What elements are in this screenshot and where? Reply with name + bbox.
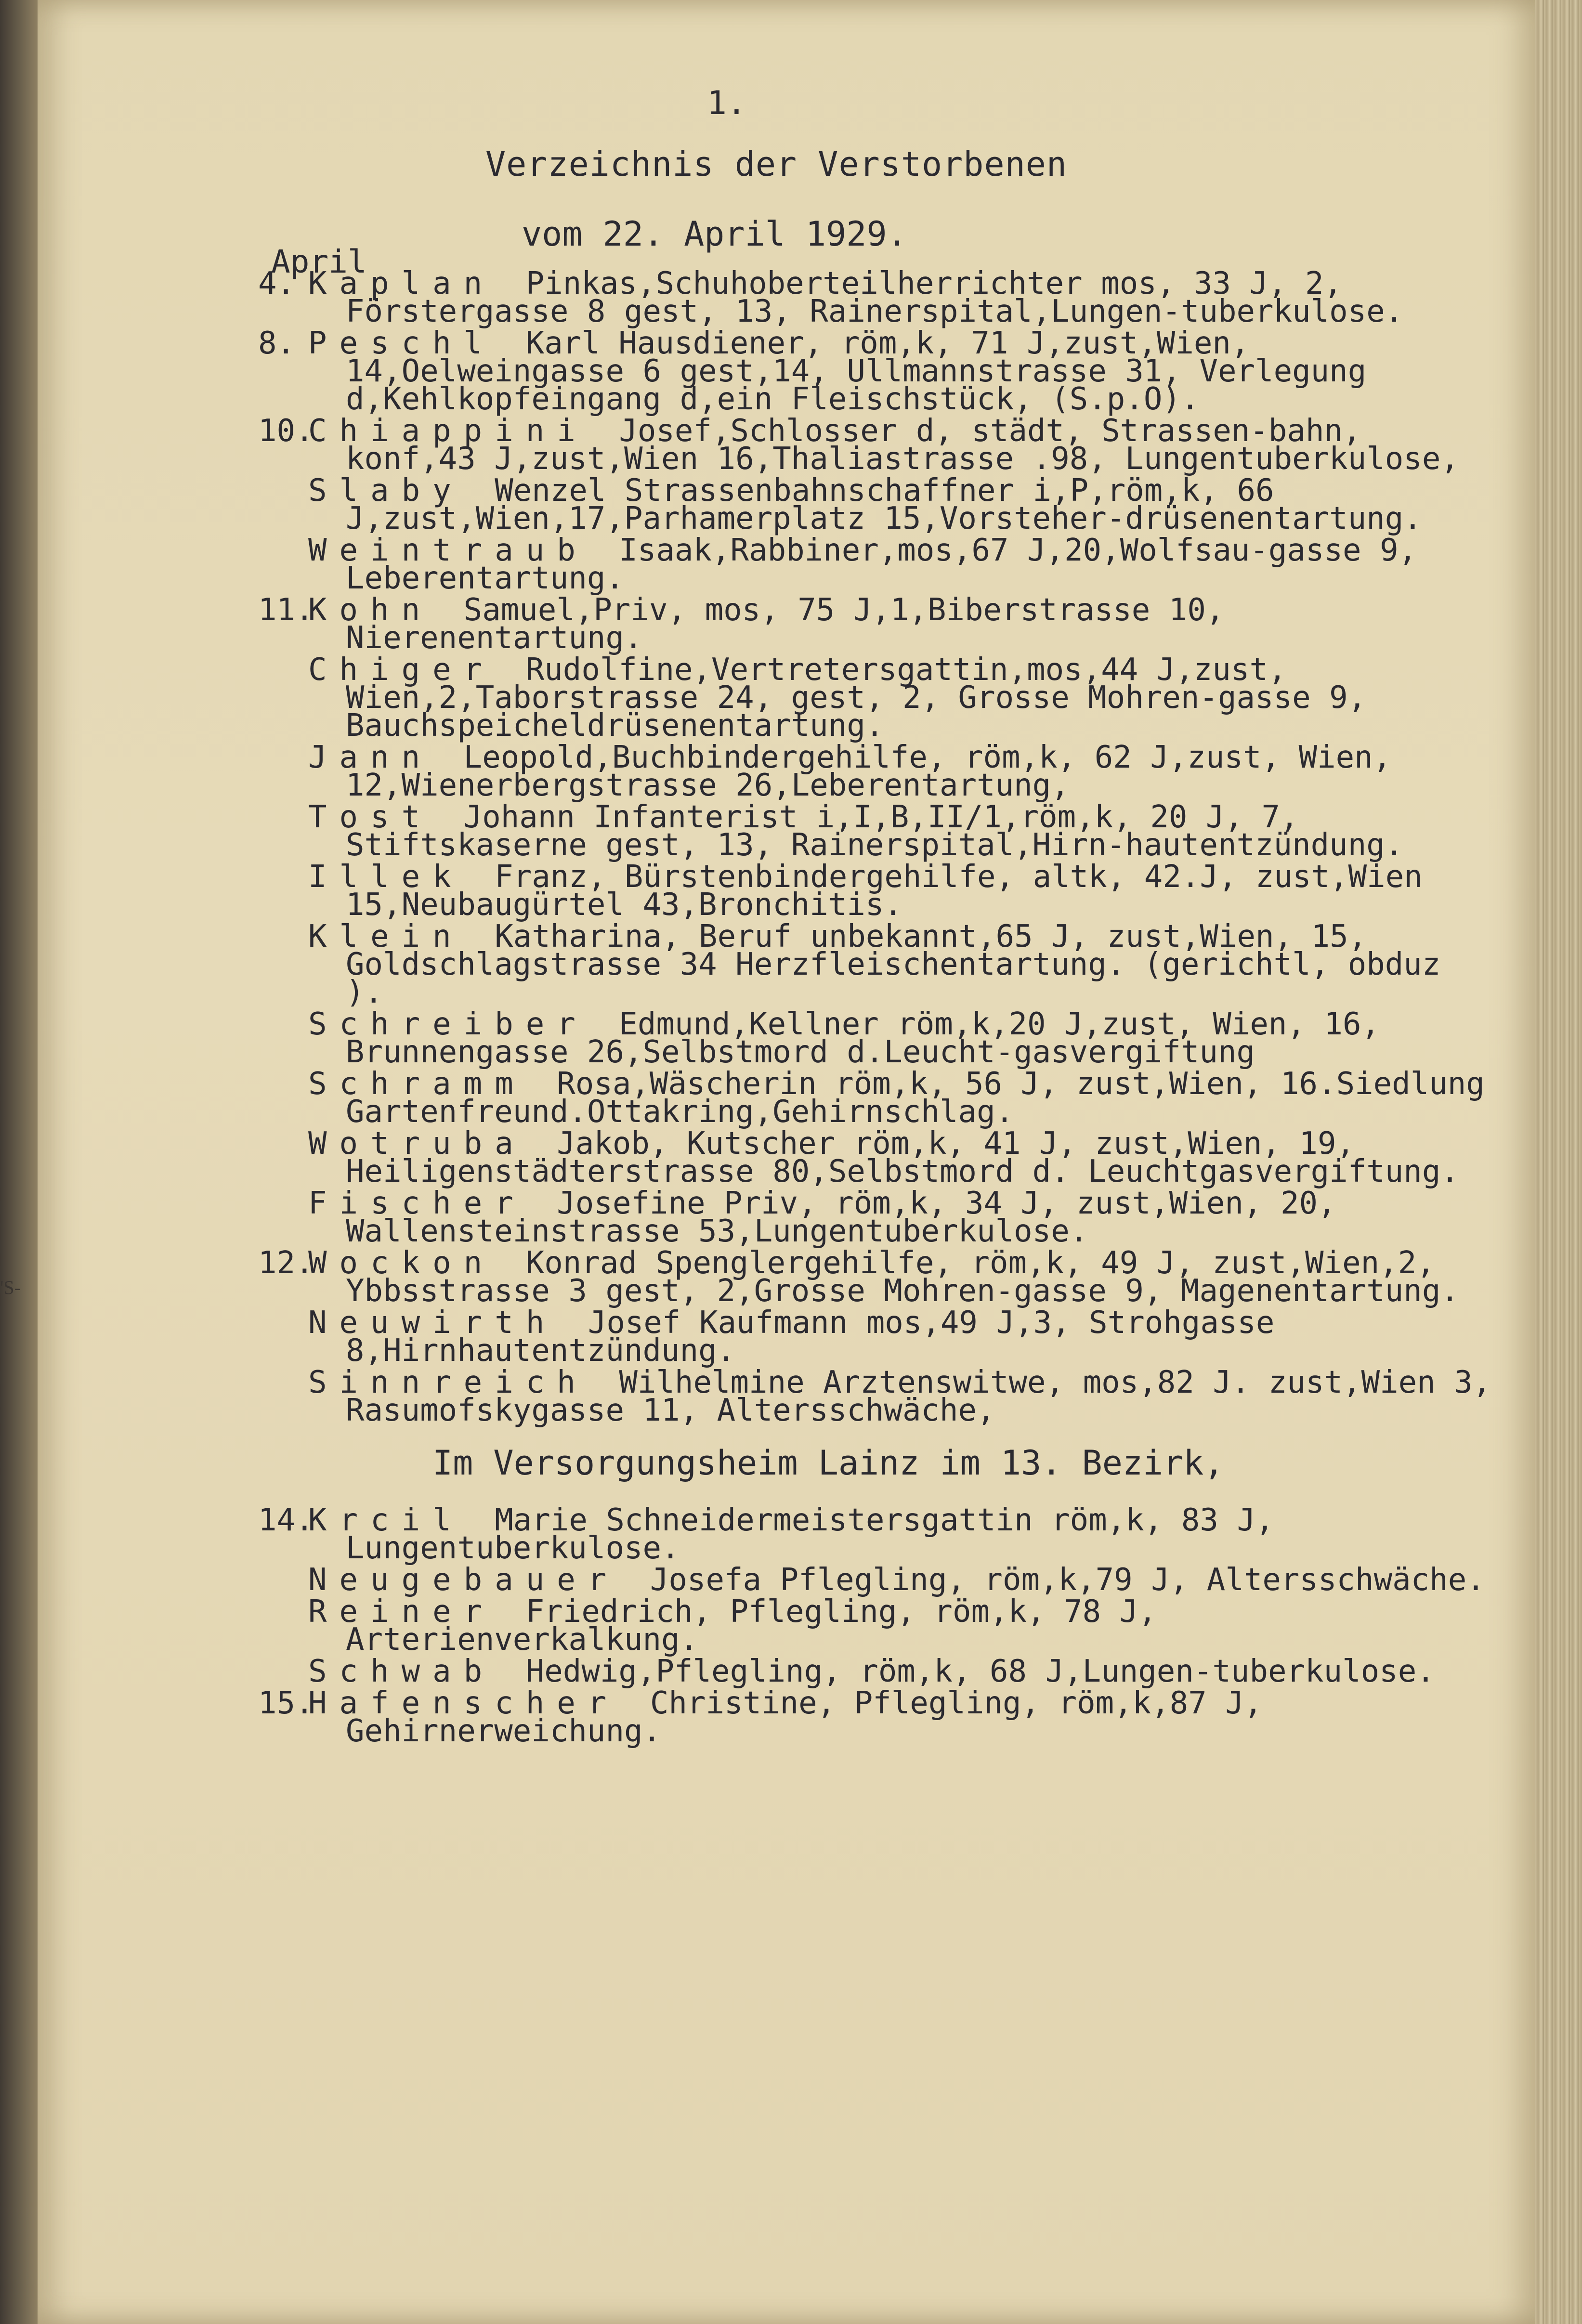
entry-surname: Schreiber <box>308 1006 619 1042</box>
entry-surname: Wockon <box>308 1245 526 1281</box>
entries-before-list <box>38 266 1535 1428</box>
entry-body <box>308 1594 1492 1658</box>
entry-details: Marie Schneidermeistersgattin röm,k, 83 J, Lungentuberkulose. <box>346 1502 1293 1566</box>
document-page <box>38 0 1535 2324</box>
death-entry <box>38 1245 1535 1309</box>
entry-details: Franz, Bürstenbindergehilfe, altk, 42.J, zust,Wien 15,Neubaugürtel 43,Bronchitis. <box>346 859 1441 923</box>
death-entry <box>38 1066 1535 1130</box>
entry-surname: Peschl <box>308 326 526 361</box>
page-number: 1. <box>707 84 746 122</box>
entry-body <box>308 533 1492 596</box>
entry-details: Josef,Schlosser d, städt, Strassen-bahn, konf,43 J,zust,Wien 16,Thaliastrasse .98, Lungentuberkulose, <box>346 413 1459 477</box>
death-entry <box>38 919 1535 1010</box>
death-entry <box>38 799 1535 863</box>
entry-details: Rudolfine,Vertretersgattin,mos,44 J,zust, Wien,2,Taborstrasse 24, gest, 2, Grosse Mohren-gasse 9, Bauchspeicheldrüsenentartung. <box>346 652 1385 744</box>
entry-surname: Reiner <box>308 1594 526 1630</box>
death-entry <box>38 1006 1535 1070</box>
entry-surname: Sinnreich <box>308 1365 619 1400</box>
death-entry <box>38 1126 1535 1189</box>
entry-surname: Chiappini <box>308 413 619 449</box>
entry-day: 10. <box>258 413 314 449</box>
entry-details: Samuel,Priv, mos, 75 J,1,Biberstrasse 10, Nierenentartung. <box>346 592 1243 656</box>
entry-body <box>308 1305 1492 1369</box>
entry-surname: Fischer <box>308 1186 557 1221</box>
entry-details: Leopold,Buchbindergehilfe, röm,k, 62 J,zust, Wien, 12,Wienerbergstrasse 26,Leberentartung, <box>346 740 1410 803</box>
entry-surname: Slaby <box>308 473 495 509</box>
death-entry <box>38 1305 1535 1369</box>
entry-body <box>308 1186 1492 1249</box>
death-entry <box>38 1594 1535 1658</box>
entry-surname: Tost <box>308 799 464 835</box>
entry-day: 8. <box>258 326 296 361</box>
entry-body <box>308 1066 1504 1130</box>
entry-surname: Klein <box>308 919 495 954</box>
entry-body <box>308 1245 1492 1309</box>
death-entry <box>38 859 1535 923</box>
death-entry <box>38 740 1535 803</box>
death-entry <box>38 592 1535 656</box>
entry-details: Josefa Pflegling, röm,k,79 J, Altersschwäche. <box>650 1562 1485 1598</box>
entry-day: 12. <box>258 1245 314 1281</box>
entry-details: Konrad Spenglergehilfe, röm,k, 49 J, zust,Wien,2, Ybbsstrasse 3 gest, 2,Grosse Mohren-gasse 9, Magenentartung. <box>346 1245 1459 1309</box>
entry-body <box>308 413 1492 477</box>
death-entry <box>38 473 1535 536</box>
death-entry <box>38 413 1535 477</box>
entry-body <box>308 592 1492 656</box>
entry-details: Rosa,Wäscherin röm,k, 56 J, zust,Wien, 16.Siedlung Gartenfreund.Ottakring,Gehirnschlag. <box>346 1066 1504 1130</box>
entry-details: Josef Kaufmann mos,49 J,3, Strohgasse 8,Hirnhautentzündung. <box>346 1305 1293 1369</box>
entry-details: Josefine Priv, röm,k, 34 J, zust,Wien, 20, Wallensteinstrasse 53,Lungentuberkulose. <box>346 1186 1355 1249</box>
margin-mark: 'S- <box>0 1277 21 1298</box>
entry-surname: Weintraub <box>308 533 619 568</box>
death-entry <box>38 1365 1535 1428</box>
section-heading: Im Versorgungsheim Lainz im 13. Bezirk, <box>432 1443 1224 1483</box>
entry-day: 11. <box>258 592 314 628</box>
entry-details: Christine, Pflegling, röm,k,87 J, Gehirnerweichung. <box>346 1685 1281 1749</box>
death-entry <box>38 1685 1535 1749</box>
entry-body <box>308 1365 1510 1428</box>
death-entry <box>38 652 1535 744</box>
entry-body <box>308 1654 1492 1689</box>
entry-details: Jakob, Kutscher röm,k, 41 J, zust,Wien, 19, Heiligenstädterstrasse 80,Selbstmord d. Leuchtgasvergiftung. <box>346 1126 1459 1189</box>
death-entry <box>38 1502 1535 1566</box>
entry-surname: Chiger <box>308 652 526 688</box>
document-subtitle: vom 22. April 1929. <box>522 214 907 254</box>
entry-body <box>308 1006 1492 1070</box>
entry-details: Edmund,Kellner röm,k,20 J,zust, Wien, 16, Brunnengasse 26,Selbstmord d.Leucht-gasvergiftung <box>346 1006 1399 1070</box>
entry-body <box>308 266 1492 329</box>
entry-body <box>308 473 1492 536</box>
entry-surname: Jann <box>308 740 464 775</box>
entry-body <box>308 326 1492 417</box>
entry-surname: Illek <box>308 859 495 895</box>
month-label: April <box>271 243 367 280</box>
entry-details: Johann Infanterist i,I,B,II/1,röm,k, 20 J, 7, Stiftskaserne gest, 13, Rainerspital,Hirn-hautentzündung. <box>346 799 1404 863</box>
entry-body <box>308 799 1492 863</box>
entry-surname: Krcil <box>308 1502 495 1538</box>
entry-details: Isaak,Rabbiner,mos,67 J,20,Wolfsau-gasse 9, Leberentartung. <box>346 533 1436 596</box>
entry-body <box>308 1685 1492 1749</box>
death-entry <box>38 326 1535 417</box>
entry-details: Wilhelmine Arztenswitwe, mos,82 J. zust,Wien 3, Rasumofskygasse 11, Altersschwäche, <box>346 1365 1510 1428</box>
entries-list <box>38 266 1535 1749</box>
entry-body <box>308 1502 1492 1566</box>
entry-surname: Neugebauer <box>308 1562 650 1598</box>
entry-day: 14. <box>258 1502 314 1538</box>
entry-surname: Schwab <box>308 1654 526 1689</box>
entry-details: Friedrich, Pflegling, röm,k, 78 J, Arterienverkalkung. <box>346 1594 1176 1658</box>
entry-details: Pinkas,Schuhoberteilherrichter mos, 33 J, 2, Förstergasse 8 gest, 13, Rainerspital,Lungen-tuberkulose. <box>346 266 1404 329</box>
page-stack-edge <box>1535 0 1582 2324</box>
entry-details: Wenzel Strassenbahnschaffner i,P,röm,k, 66 J,zust,Wien,17,Parhamerplatz 15,Vorsteher-drüsenentartung. <box>346 473 1422 536</box>
entry-day: 15. <box>258 1685 314 1721</box>
entry-details: Karl Hausdiener, röm,k, 71 J,zust,Wien, 14,Oelweingasse 6 gest,14, Ullmannstrasse 31, Verlegung d,Kehlkopfeingang d,ein Fleischstück, (S.p.O). <box>346 326 1385 417</box>
entry-body <box>308 919 1492 1010</box>
death-entry <box>38 1654 1535 1689</box>
book-gutter <box>0 0 38 2324</box>
entry-surname: Kohn <box>308 592 464 628</box>
entry-details: Hedwig,Pflegling, röm,k, 68 J,Lungen-tuberkulose. <box>525 1654 1435 1689</box>
entry-surname: Hafenscher <box>308 1685 650 1721</box>
entry-body <box>308 740 1492 803</box>
death-entry <box>38 266 1535 329</box>
entry-surname: Neuwirth <box>308 1305 588 1341</box>
entry-details: Katharina, Beruf unbekannt,65 J, zust,Wien, 15, Goldschlagstrasse 34 Herzfleischentartung. (gerichtl, obduz ). <box>346 919 1459 1010</box>
entry-body <box>308 859 1492 923</box>
entry-body <box>308 1126 1492 1189</box>
entry-body <box>308 652 1492 744</box>
entries-after-list <box>38 1502 1535 1749</box>
death-entry <box>38 1186 1535 1249</box>
entry-surname: Wotruba <box>308 1126 557 1162</box>
entry-surname: Schramm <box>308 1066 557 1102</box>
entry-day: 4. <box>258 266 296 301</box>
entry-surname: Kaplan <box>308 266 526 301</box>
document-title: Verzeichnis der Verstorbenen <box>485 144 1068 184</box>
entry-body <box>308 1562 1492 1598</box>
death-entry <box>38 1562 1535 1598</box>
death-entry <box>38 533 1535 596</box>
